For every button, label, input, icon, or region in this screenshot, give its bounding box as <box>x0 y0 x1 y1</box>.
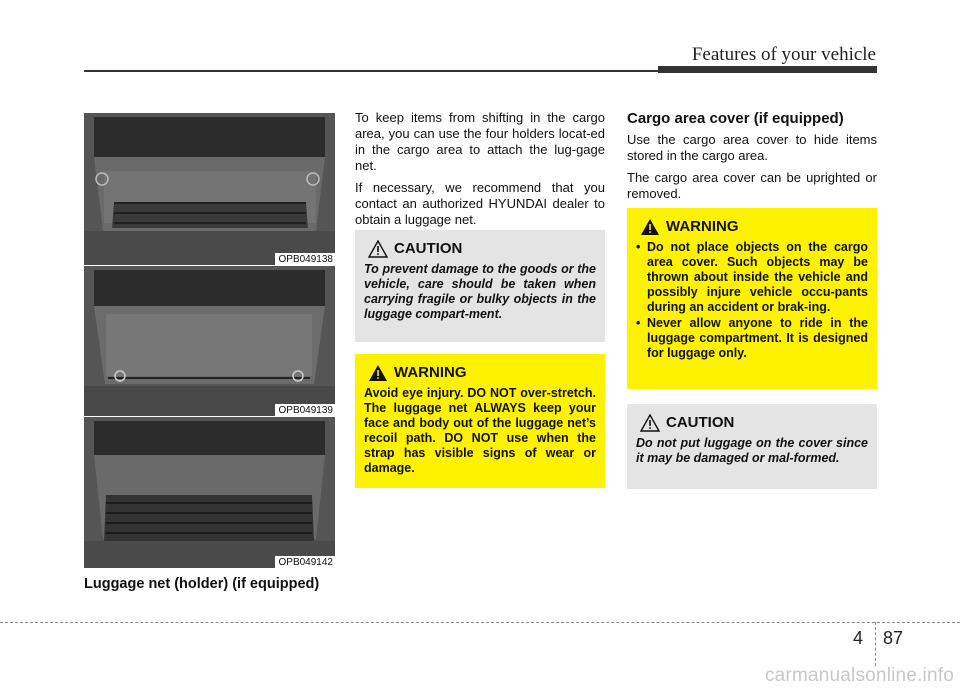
caution-text: Do not put luggage on the cover since it may be damaged or mal-formed. <box>636 436 868 465</box>
caution-title <box>636 414 868 432</box>
warning-triangle-outline-icon <box>640 414 660 432</box>
warning-title <box>364 364 596 382</box>
warning-triangle-filled-icon <box>368 364 388 382</box>
warning-box <box>627 208 877 389</box>
photo-code-label: OPB049138 <box>275 253 336 265</box>
caution-box <box>355 230 605 342</box>
warning-triangle-outline-icon <box>368 240 388 258</box>
footer-divider <box>875 622 876 666</box>
paragraph: The cargo area cover can be uprighted or removed. <box>627 170 877 201</box>
section-heading: Cargo area cover (if equipped) <box>627 110 844 127</box>
warning-title-text: WARNING <box>666 218 739 235</box>
caution-text: To prevent damage to the goods or the vehicle, care should be taken when carrying fragile or bulky objects in the luggage compart-ment. <box>364 262 596 321</box>
header-rule <box>84 70 658 72</box>
middle-body-text <box>355 110 605 234</box>
caution-box <box>627 404 877 489</box>
caution-title <box>364 240 596 258</box>
watermark-text: carmanualsonline.info <box>764 665 954 686</box>
warning-title-text: WARNING <box>394 364 467 381</box>
section-caption: Luggage net (holder) (if equipped) <box>84 576 320 592</box>
caution-title-text: CAUTION <box>394 240 463 257</box>
cargo-photo-1 <box>84 113 335 265</box>
list-item: • Never allow anyone to ride in the luggage compartment. It is designed for luggage only. <box>636 316 868 361</box>
running-header-title: Features of your vehicle <box>691 44 876 65</box>
paragraph: Use the cargo area cover to hide items stored in the cargo area. <box>627 132 877 163</box>
warning-triangle-filled-icon <box>640 218 660 236</box>
header-rule-bar <box>658 66 877 73</box>
cargo-photo-2 <box>84 266 335 416</box>
warning-title <box>636 218 868 236</box>
right-body-text <box>627 132 877 208</box>
paragraph: To keep items from shifting in the cargo area, you can use the four holders locat-ed in the cargo area to attach the lug-gage net. <box>355 110 605 173</box>
caution-title-text: CAUTION <box>666 414 735 431</box>
warning-list <box>636 240 868 361</box>
list-item: • Do not place objects on the cargo area cover. Such objects may be thrown about inside the vehicle and possibly injure vehicle occu-pants during an accident or brak-ing. <box>636 240 868 315</box>
paragraph: If necessary, we recommend that you contact an authorized HYUNDAI dealer to obtain a luggage net. <box>355 180 605 227</box>
warning-box <box>355 354 605 488</box>
warning-text: Avoid eye injury. DO NOT over-stretch. The luggage net ALWAYS keep your face and body out of the luggage net’s recoil path. DO NOT use when the strap has visible signs of wear or damage. <box>364 386 596 475</box>
page-number: 87 <box>883 628 904 648</box>
photo-code-label: OPB049142 <box>275 556 336 568</box>
chapter-number: 4 <box>853 628 864 648</box>
cargo-photo-3 <box>84 417 335 568</box>
photo-code-label: OPB049139 <box>275 404 336 416</box>
footer-rule <box>0 622 960 623</box>
